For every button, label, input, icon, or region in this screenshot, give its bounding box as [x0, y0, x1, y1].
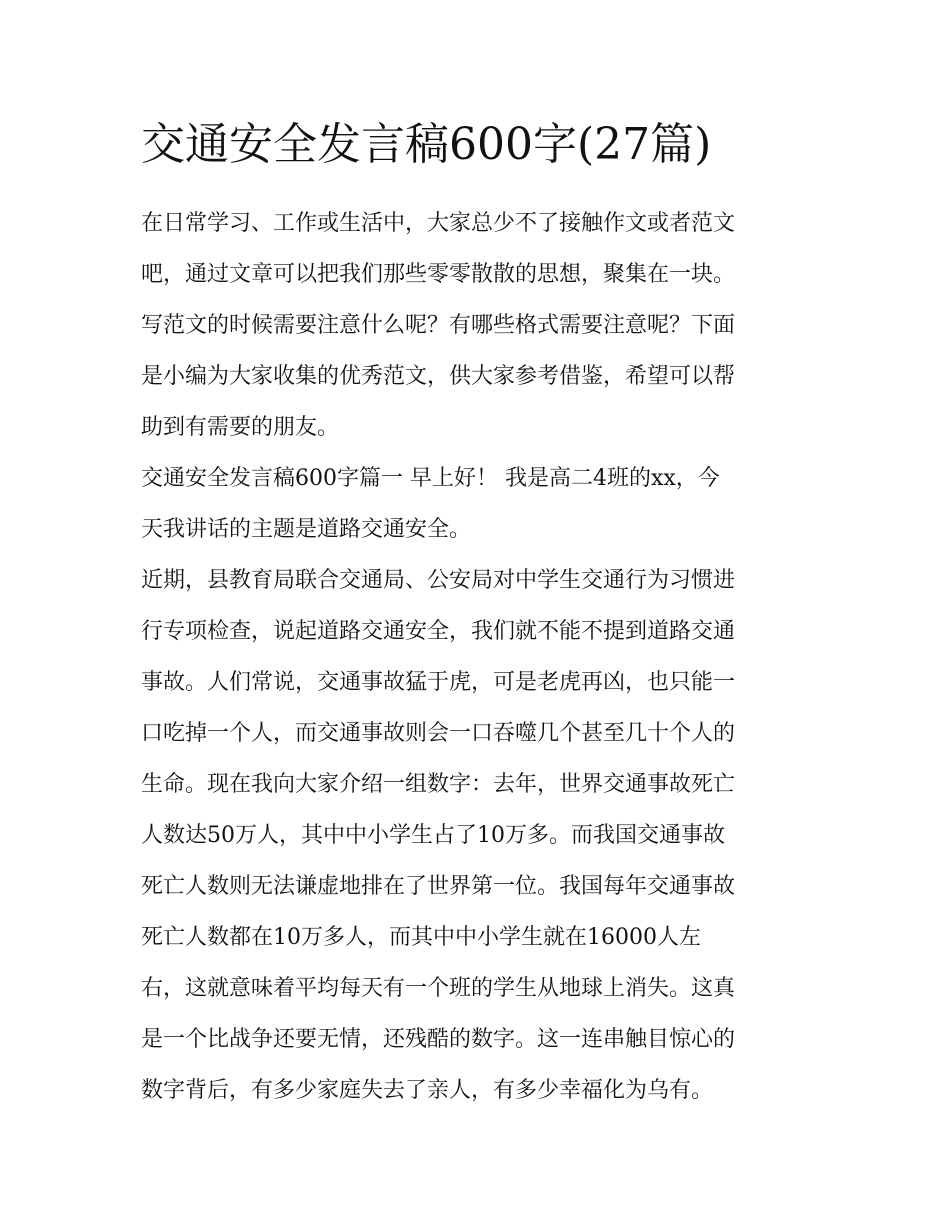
text-line: 生命。现在我向大家介绍一组数字：去年，世界交通事故死亡	[141, 772, 736, 797]
text-line: 人数达50万人，其中中小学生占了10万多。而我国交通事故	[141, 823, 725, 848]
text-line: 死亡人数都在10万多人，而其中中小学生就在16000人左	[141, 925, 701, 950]
text-line: 助到有需要的朋友。	[141, 415, 340, 440]
text-line: 天我讲话的主题是道路交通安全。	[141, 517, 472, 542]
text-line: 死亡人数则无法谦虚地排在了世界第一位。我国每年交通事故	[141, 874, 736, 899]
text-line: 在日常学习、工作或生活中，大家总少不了接触作文或者范文	[141, 211, 736, 236]
document-body	[141, 198, 813, 1116]
text-line: 行专项检查，说起道路交通安全，我们就不能不提到道路交通	[141, 619, 736, 644]
text-line: 数字背后，有多少家庭失去了亲人，有多少幸福化为乌有。	[141, 1078, 714, 1103]
text-line: 口吃掉一个人，而交通事故则会一口吞噬几个甚至几十个人的	[141, 721, 736, 746]
paragraph-statistics	[141, 555, 813, 1116]
paragraph-greeting	[141, 453, 813, 555]
text-line: 吧，通过文章可以把我们那些零零散散的思想，聚集在一块。	[141, 262, 736, 287]
paragraph-intro	[141, 198, 813, 453]
text-line: 写范文的时候需要注意什么呢？有哪些格式需要注意呢？下面	[141, 313, 736, 338]
text-line: 是小编为大家收集的优秀范文，供大家参考借鉴，希望可以帮	[141, 364, 736, 389]
document-title: 交通安全发言稿600字(27篇)	[141, 119, 712, 170]
text-line: 交通安全发言稿600字篇一 早上好！ 我是高二4班的xx，今	[141, 466, 720, 491]
text-line: 近期，县教育局联合交通局、公安局对中学生交通行为习惯进	[141, 568, 736, 593]
text-line: 事故。人们常说，交通事故猛于虎，可是老虎再凶，也只能一	[141, 670, 736, 695]
text-line: 右，这就意味着平均每天有一个班的学生从地球上消失。这真	[141, 976, 736, 1001]
text-line: 是一个比战争还要无情，还残酷的数字。这一连串触目惊心的	[141, 1027, 736, 1052]
